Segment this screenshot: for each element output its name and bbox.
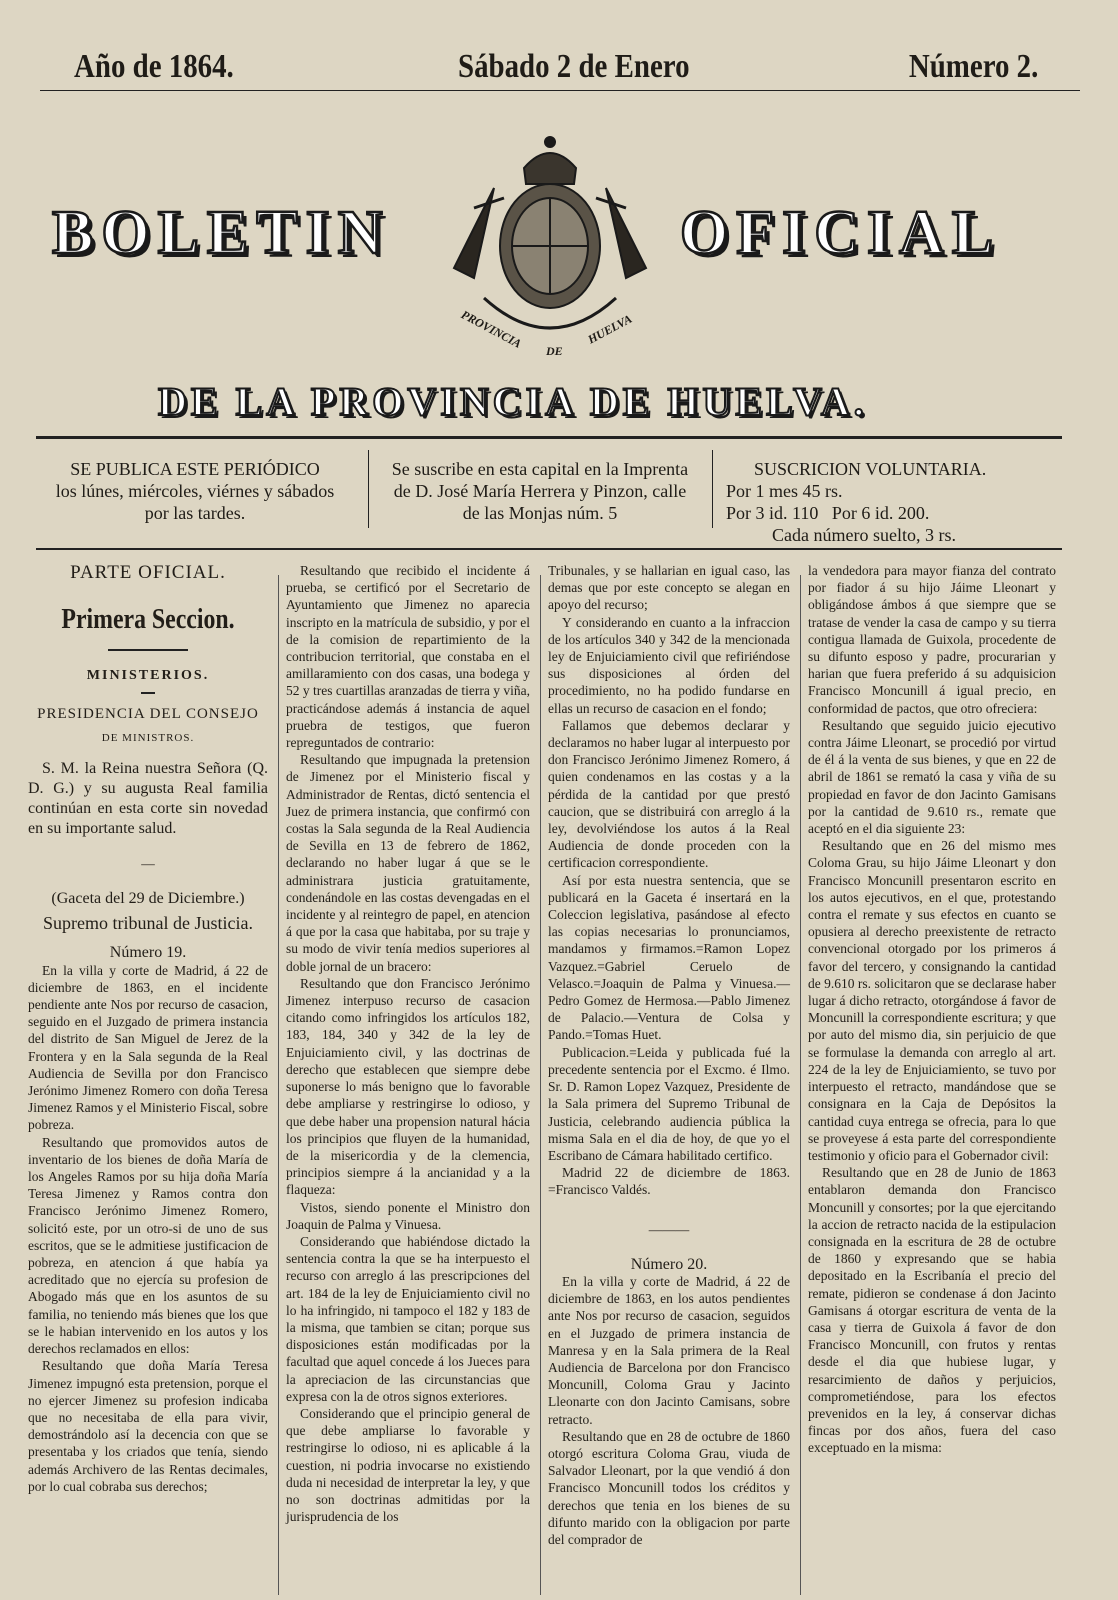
section-dash: ———	[648, 1221, 690, 1237]
ministerios-heading: MINISTERIOS.	[86, 668, 210, 684]
ministros-heading: DE MINISTROS.	[101, 731, 195, 744]
body-paragraph: Resultando que impugnada la pretension de Jimenez por el Ministerio fiscal y Administrador de Rentas, dictó sentencia el Juez de primera instancia, que confirmó con costas la Sala segunda de la Real Audiencia de Sevilla en 13 de febrero de 1862, declarando no haber lugar á que se le administrara justicia gratuitamente, condenándole en las costas devengadas en el incidente y al reintegro de papel, en atencion á que por la casa que habitaba, por su traje y su modo de vivir tenía medios superiores al doble jornal de un bracero:	[286, 752, 530, 974]
body-paragraph: Resultando que en 28 de octubre de 1860 otorgó escritura Coloma Grau, viuda de Salvador Lleonart, por la que vendió á don Francisco Moncunill todos los créditos y derechos que tenia en los bienes de su difunto marido con la obligacion por parte del comprador de	[548, 1428, 790, 1547]
title-right: OFICIAL	[680, 199, 1002, 267]
title-left: BOLETIN	[52, 199, 391, 267]
info-divider	[712, 450, 713, 528]
info-publication-line: los lúnes, miércoles, viérnes y sábados	[55, 481, 335, 501]
info-publication	[30, 458, 360, 524]
gaceta-citation: (Gaceta del 29 de Diciembre.)	[51, 890, 245, 908]
body-paragraph: Publicacion.=Leida y publicada fué la precedente sentencia por el Excmo. é Ilmo. Sr. D. Ramon Lopez Vazquez, Presidente de la Sala primera del Supremo Tribunal de Justicia, celebrando audiencia pública la misma Sala en el dia de hoy, de que yo el Escribano de Cámara habilitado certifico.	[548, 1044, 790, 1163]
column-divider	[540, 575, 541, 1595]
crest-label-huelva: HUELVA	[585, 311, 635, 347]
info-prices-line: Por 1 mes 45 rs.	[726, 481, 843, 501]
body-paragraph: Resultando que recibido el incidente á prueba, se certificó por el Secretario de Ayuntamiento que Jimenez no aparecia inscripto en la matrícula de subsidio, y por el de la comision de repartimiento de la contribucion territorial, que constaba en el amillaramiento con dos casas, una bodega y 52 y tres cuartillas aranzadas de tierra y viña, practicándose además á instancia de aquel pruebra de testigos, que fueron repreguntados de contrario:	[286, 563, 531, 751]
ornament-rule	[108, 649, 188, 657]
column-divider	[278, 575, 279, 1595]
crest-label-province: PROVINCIA	[458, 307, 524, 351]
date-label: Sábado 2 de Enero	[458, 48, 690, 85]
column-divider	[800, 575, 801, 1595]
announcement-paragraph: S. M. la Reina nuestra Señora (Q. D. G.) y su augusta Real familia continúan en esta corte sin novedad en su importante salud.	[28, 759, 268, 837]
info-subscription-line: de las Monjas núm. 5	[462, 503, 618, 523]
info-subscription-line: Se suscribe en esta capital en la Imprenta	[391, 459, 689, 479]
year-label: Año de 1864.	[74, 48, 234, 85]
info-prices-line: Por 3 id. 110 Por 6 id. 200.	[726, 503, 930, 523]
info-divider	[368, 450, 369, 528]
body-paragraph: Madrid 22 de diciembre de 1863. =Francisco Valdés.	[548, 1165, 790, 1198]
body-paragraph: Tribunales, y se hallarian en igual caso, las demas que por este concepto se alegan en apoyo del recurso;	[548, 563, 790, 613]
parte-oficial-heading: PARTE OFICIAL.	[70, 562, 226, 583]
numero-19-heading: Número 19.	[109, 944, 187, 962]
body-paragraph: Resultando que don Francisco Jerónimo Jimenez interpuso recurso de casacion citando como infringidos los artículos 182, 183, 184, 340 y 342 de la ley de Enjuiciamiento civil, y las doctrinas de derecho que establecen que siempre debe suponerse lo más benigno que lo favorable debe ampliarse y restringirse lo odioso, y que debe haber una propension natural hácia los principios que fluyen de la humanidad, de la misericordia y de la clemencia, principios siempre á la ancianidad y a la flaqueza:	[286, 975, 530, 1198]
section-dash: —	[141, 855, 155, 871]
column-1	[28, 562, 268, 1495]
subtitle: DE LA PROVINCIA DE HUELVA.	[158, 379, 868, 424]
body-paragraph: Resultando que en 28 de Junio de 1863 entablaron demanda don Francisco Moncunill y consortes; por la que ejercitando la accion de retracto nacida de la estipulacion consignada en la escritura de 28 de octubre de 1860 y expresando que se habia depositado en la Escribanía el precio del remate, pidieron se condenase á don Jacinto Gamisans á otorgar escritura de venta de la casa y tierra de Guixola á favor de don Francisco Moncunill, con frutos y rentas desde el dia que hubiese lugar, y resarcimiento de daños y perjuicios, comprometiéndose, para los efectos prevenidos en la ley, á conservar dichas fincas por dos años, fuera del caso exceptuado en la misma:	[808, 1165, 1056, 1456]
body-paragraph: Resultando que doña María Teresa Jimenez impugnó esta pretension, porque el no ejercer Jimenez su profesion indicaba que no necesitaba de ella para vivir, demostrándolo así la decencia con que se presentaba y los criados que tenía, siendo además Archivero de las Rentas decimales, por lo cual cobraba sus derechos;	[28, 1358, 268, 1494]
body-paragraph: Vistos, siendo ponente el Ministro don Joaquin de Palma y Vinuesa.	[286, 1199, 530, 1232]
info-prices-heading: SUSCRICION VOLUNTARIA.	[754, 459, 987, 479]
info-bottom-rule	[36, 548, 1062, 550]
body-paragraph: Así por esta nuestra sentencia, que se publicará en la Gaceta é insertará en la Coleccion legislativa, pasándose al efecto las copias necesarias lo pronunciamos, mandamos y firmamos.=Ramon Lopez Vazquez.=Gabriel Ceruelo de Velasco.=Joaquin de Palma y Vinuesa.—Pedro Gomez de Hermosa.—Pablo Jimenez de Palacio.—Ventura de Colsa y Pando.=Tomas Huet.	[548, 872, 790, 1043]
tribunal-heading: Supremo tribunal de Justicia.	[43, 913, 253, 934]
body-paragraph: Y considerando en cuanto a la infraccion de los artículos 340 y 342 de la mencionada ley de Enjuiciamiento civil que refiriéndose sus disposiciones al órden del procedimiento, no ha podido fundarse en ellas un recurso de casacion en el fondo;	[548, 614, 790, 716]
column-2	[286, 562, 530, 1525]
body-paragraph: la vendedora para mayor fianza del contrato por fiador á su hijo Jáime Lleonart y obligándose ámbos á que siempre que se tratase de vender la casa de campo y su tierra contigua llamada de Guixola, procedente de su difunto esposo y padre, procurarian y harian que fuera preferido á su adquisicion Francisco Moncunill á igual precio, en conformidad de pactos, que otro ofreciera:	[808, 563, 1056, 716]
masthead-rule	[40, 90, 1080, 91]
body-paragraph: Considerando que el principio general de que debe ampliarse lo favorable y restringirse lo odioso, ni es aplicable á la cuestion, ni podria invocarse no existiendo duda ni necesidad de interpretar la ley, y que no son doctrinas admitidas por la jurisprudencia de los	[286, 1405, 530, 1525]
column-3	[548, 562, 790, 1548]
crest-label-de: DE	[546, 344, 563, 358]
info-publication-line: por las tardes.	[144, 503, 246, 523]
column-4	[808, 562, 1056, 1457]
info-prices	[722, 458, 1012, 546]
ornament-dash	[141, 692, 155, 698]
info-top-rule	[36, 436, 1062, 439]
masthead	[0, 40, 1118, 100]
body-paragraph: En la villa y corte de Madrid, á 22 de diciembre de 1863, en el incidente pendiente ante Nos por recurso de casacion, seguido en el Juzgado de primera instancia del distrito de San Miguel de Jerez de la Frontera y en la Sala segunda de la Real Audiencia de Sevilla por don Francisco Jerónimo Jimenez Romero con doña Teresa Jimenez Ramos y el Ministerio Fiscal, sobre pobreza.	[28, 962, 268, 1133]
body-paragraph: Fallamos que debemos declarar y declaramos no haber lugar al interpuesto por don Francisco Jerónimo Jimenez Romero, á quien condenamos en las costas y a la pérdida de la cantidad por que prestó caucion, que se distribuirá con arreglo á la ley, devolviéndose los autos á la Real Audiencia de donde proceden con la certificacion correspondiente.	[548, 717, 790, 871]
info-prices-line: Cada número suelto, 3 rs.	[772, 525, 956, 545]
numero-20-heading: Número 20.	[630, 1255, 708, 1273]
presidencia-heading: PRESIDENCIA DEL CONSEJO	[37, 706, 259, 723]
info-subscription	[370, 458, 710, 524]
info-publication-line: SE PUBLICA ESTE PERIÓDICO	[70, 459, 320, 479]
body-paragraph: Resultando que en 26 del mismo mes Coloma Grau, su hijo Jáime Lleonart y don Francisco Moncunill presentaron escrito en los autos ejecutivos, en el que, protestando contra el remate y sus efectos en cuanto se opusiera al derecho preexistente de retracto convencional otorgado por los primeros á favor del tercero, y consignando la cantidad de 9.610 rs. solicitaron que se declarase haber lugar á dicho retracto, otorgándose á favor de Moncunill la correspondiente escritura; y que por auto del mismo dia, sin perjuicio de que se formulase la demanda con arreglo al art. 224 de la ley de Enjuiciamiento, se tuvo por interpuesto el retracto, mandándose que se consignara en la Caja de Depósitos la cantidad cuya entrega se ofrecia, para lo que se proveyese á esta parte del correspondiente testimonio y oficio para el Gobernador civil:	[808, 838, 1056, 1163]
body-paragraph: Resultando que promovidos autos de inventario de los bienes de doña María de los Angeles Ramos por su hija doña María Teresa Jimenez y Ramos contra don Francisco Jerónimo Jimenez Romero, solicitó este, por un otro-si de uno de sus escritos, que se le admitiese justificacion de pobreza, en atencion á que había ya acreditado que no ejercía su profesion de Abogado más que en los asuntos de su familia, no teniendo más bienes que los que se le habian intervenido en los autos y los derechos reclamados en ellos:	[28, 1134, 268, 1357]
body-paragraph: En la villa y corte de Madrid, á 22 de diciembre de 1863, en los autos pendientes ante Nos por recurso de casacion, seguidos en el Juzgado de primera instancia de Manresa y en la Sala primera de la Real Audiencia de Barcelona por don Francisco Moncunill, Coloma Grau y Jacinto Lleonarte con don Jacinto Camisans, sobre retracto.	[548, 1273, 790, 1427]
issue-number: Número 2.	[908, 48, 1038, 85]
body-paragraph: Resultando que seguido juicio ejecutivo contra Jáime Lleonart, se procedió por virtud de él á la venta de sus bienes, y que en 22 de abril de 1861 se remató la casa y viña de su propiedad en favor de don Jacinto Gamisans por la cantidad de 9.610 rs., remate que aceptó en el dia siguiente 23:	[808, 717, 1056, 837]
primera-seccion-heading: Primera Seccion.	[61, 604, 235, 636]
body-paragraph: Considerando que habiéndose dictado la sentencia contra la que se ha interpuesto el recurso con arreglo á las prescripciones del art. 184 de la ley de Enjuiciamiento civil no lo ha infringido, ni tampoco el 182 y 183 de la misma, que tambien se citan; porque sus disposiciones están modificadas por la facultad que aquel concede á los Jueces para la apreciacion de las circunstancias que expresa con la de otros signos exteriores.	[286, 1233, 530, 1404]
info-subscription-line: de D. José María Herrera y Pinzon, calle	[393, 481, 687, 501]
